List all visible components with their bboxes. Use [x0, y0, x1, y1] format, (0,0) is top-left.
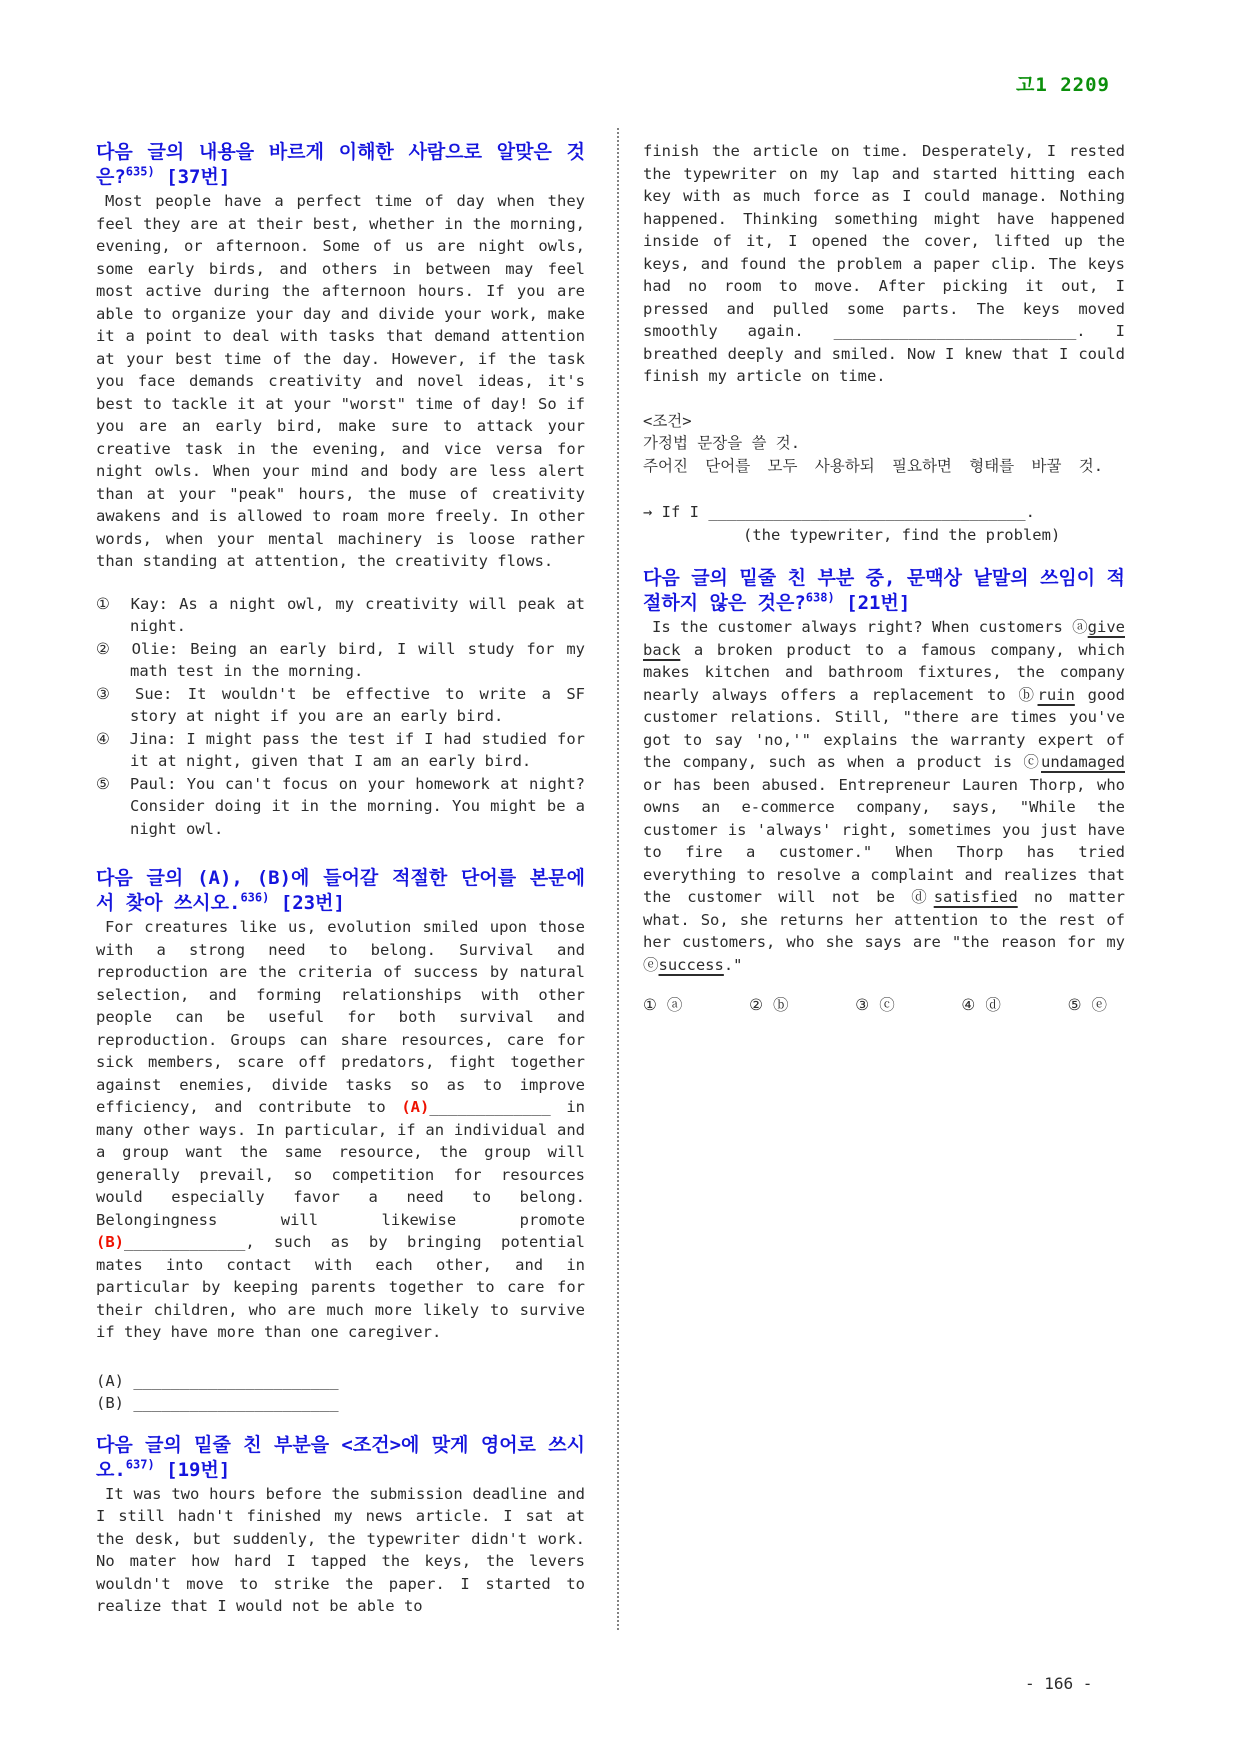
- condition-heading: <조건>: [643, 411, 692, 430]
- question-19-passage-left: It was two hours before the submission deadline and I still hadn't finished my news article. I sat at the desk, but suddenly, the typewriter didn't work. No mater how hard I tapped the keys, the levers wouldn't move to strike the paper. I started to realize that I would not be able to: [96, 1484, 585, 1615]
- option-4-number: ④: [961, 996, 976, 1014]
- question-21: [643, 566, 1125, 1017]
- right-column: [643, 140, 1125, 1017]
- option-1: [643, 994, 682, 1017]
- question-37-title: 다음 글의 내용을 바르게 이해한 사람으로 알맞은 것은?$^{635)}$ [37번]: [96, 141, 585, 188]
- option-1: [96, 593, 585, 638]
- question-19-title: 다음 글의 밑줄 친 부분을 <조건>에 맞게 영어로 쓰시오.$^{637)}$ [19번]: [96, 1433, 585, 1481]
- option-1-letter: ⓐ: [666, 996, 683, 1014]
- option-5-number: ⑤: [1067, 996, 1082, 1014]
- option-2-number: ②: [749, 996, 764, 1014]
- question-37-options: [96, 593, 585, 841]
- option-5: [1068, 994, 1107, 1017]
- question-37: [96, 140, 585, 840]
- option-4-text: Jina: I might pass the test if I had studied for it at night, given that I am an early bird.: [129, 729, 585, 770]
- condition-line-2: 주어진 단어를 모두 사용하되 필요하면 형태를 바꿀 것.: [643, 456, 1104, 475]
- question-23: [96, 866, 585, 1415]
- option-5-text: Paul: You can't focus on your homework at night? Consider doing it in the morning. You might be a night owl.: [129, 774, 585, 838]
- page-header-label: 고1 2209: [1016, 74, 1110, 96]
- column-divider: [617, 128, 619, 1630]
- option-3-text: Sue: It wouldn't be effective to write a SF story at night if you are an early bird.: [130, 684, 585, 725]
- answer-blank-a: (A) ______________________: [96, 1371, 339, 1390]
- option-5-number: ⑤: [96, 774, 111, 793]
- question-23-title: 다음 글의 (A), (B)에 들어갈 적절한 단어를 본문에서 찾아 쓰시오.$^{636)}$ [23번]: [96, 867, 585, 914]
- option-5-letter: ⓔ: [1091, 996, 1107, 1014]
- option-2-number: ②: [96, 639, 113, 658]
- question-23-answer-blanks: [96, 1370, 585, 1415]
- condition-block: [643, 410, 1125, 478]
- question-19: [96, 1433, 585, 1618]
- question-19-answer-hint: (the typewriter, find the problem): [743, 525, 1061, 544]
- option-3-letter: ⓒ: [879, 996, 895, 1014]
- option-1-number: ①: [643, 996, 657, 1014]
- option-2: [96, 638, 585, 683]
- option-4: [961, 994, 1000, 1017]
- option-3: [96, 683, 585, 728]
- condition-line-1: 가정법 문장을 쓸 것.: [643, 434, 801, 452]
- question-21-title: 다음 글의 밑줄 친 부분 중, 문맥상 낱말의 쓰임이 적절하지 않은 것은?$^{638)}$ [21번]: [643, 567, 1125, 614]
- option-2-text: Olie: Being an early bird, I will study for my math test in the morning.: [130, 639, 586, 680]
- page-number: - 166 -: [1025, 1674, 1093, 1693]
- question-21-passage: Is the customer always right? When customers ⓐgive back a broken product to a famous company, which makes kitchen and bathroom fixtures, the company nearly always offers a replacement to ⓑruin good customer relations. Still, "there are times you've got to say 'no,'" explains the warranty expert of the company, such as when a product is ⓒundamaged or has been abused. Entrepreneur Lauren Thorp, who owns an e-commerce company, says, "While the customer is 'always' right, sometimes you just have to fire a customer." When Thorp has tried everything to resolve a complaint and realizes that the customer will not be ⓓsatisfied no matter what. So, she returns her attention to the rest of her customers, who she says are "the reason for my ⓔsuccess.": [643, 618, 1125, 974]
- option-2-letter: ⓑ: [773, 996, 789, 1014]
- question-37-passage: Most people have a perfect time of day when they feel they are at their best, whether in the morning, evening, or afternoon. Some of us are night owls, some early birds, and others in between may feel most active during the afternoon hours. If you are able to organize your day and divide your work, make it a point to deal with tasks that demand attention at your best time of the day. However, if the task you face demands creativity and novel ideas, it's best to tackle it at your "worst" time of day! So if you are an early bird, make sure to attack your creative task in the evening, and vice versa for night owls. When your mind and body are less alert than at your "peak" hours, the muse of creativity awakens and is allowed to roam more freely. In other words, when your mental machinery is loose rather than standing at attention, the creativity flows.: [96, 192, 585, 570]
- question-19-passage-right: finish the article on time. Desperately, I rested the typewriter on my lap and started hitting each key with as much force as I could manage. Nothing happened. Thinking something might have happened inside of it, I opened the cover, lifted up the keys, and found the problem a paper clip. The keys had no room to move. After picking it out, I pressed and pulled some parts. The keys moved smoothly again. __________________________. I breathed deeply and smiled. Now I knew that I could finish my article on time.: [643, 142, 1125, 385]
- option-2: [749, 994, 788, 1017]
- option-3-number: ③: [96, 684, 116, 703]
- option-1-text: Kay: As a night owl, my creativity will peak at night.: [130, 594, 585, 635]
- option-3: [855, 994, 894, 1017]
- option-4: [96, 728, 585, 773]
- option-1-number: ①: [96, 594, 112, 613]
- question-19-answer-line: → If I __________________________________.: [643, 503, 1035, 521]
- question-21-options: [643, 994, 1107, 1017]
- question-23-passage: For creatures like us, evolution smiled upon those with a strong need to belong. Survival and reproduction are the criteria of success by natural selection, and forming relationships with other people can be useful for both survival and reproduction. Groups can share resources, care for sick members, scare off predators, fight together against enemies, divide tasks so as to improve efficiency, and contribute to (A)_____________ in many other ways. In particular, if an individual and a group want the same resource, the group will generally prevail, so competition for resources would especially favor a need to belong. Belongingness will likewise promote (B)_____________, such as by bringing potential mates into contact with each other, and in particular by keeping parents together to care for their children, who are much more likely to survive if they have more than one caregiver.: [96, 918, 585, 1341]
- option-5: [96, 773, 585, 841]
- left-column: [96, 140, 585, 1618]
- answer-blank-b: (B) ______________________: [96, 1394, 339, 1412]
- option-4-number: ④: [96, 729, 111, 748]
- option-3-number: ③: [855, 996, 870, 1014]
- option-4-letter: ⓓ: [985, 996, 1001, 1014]
